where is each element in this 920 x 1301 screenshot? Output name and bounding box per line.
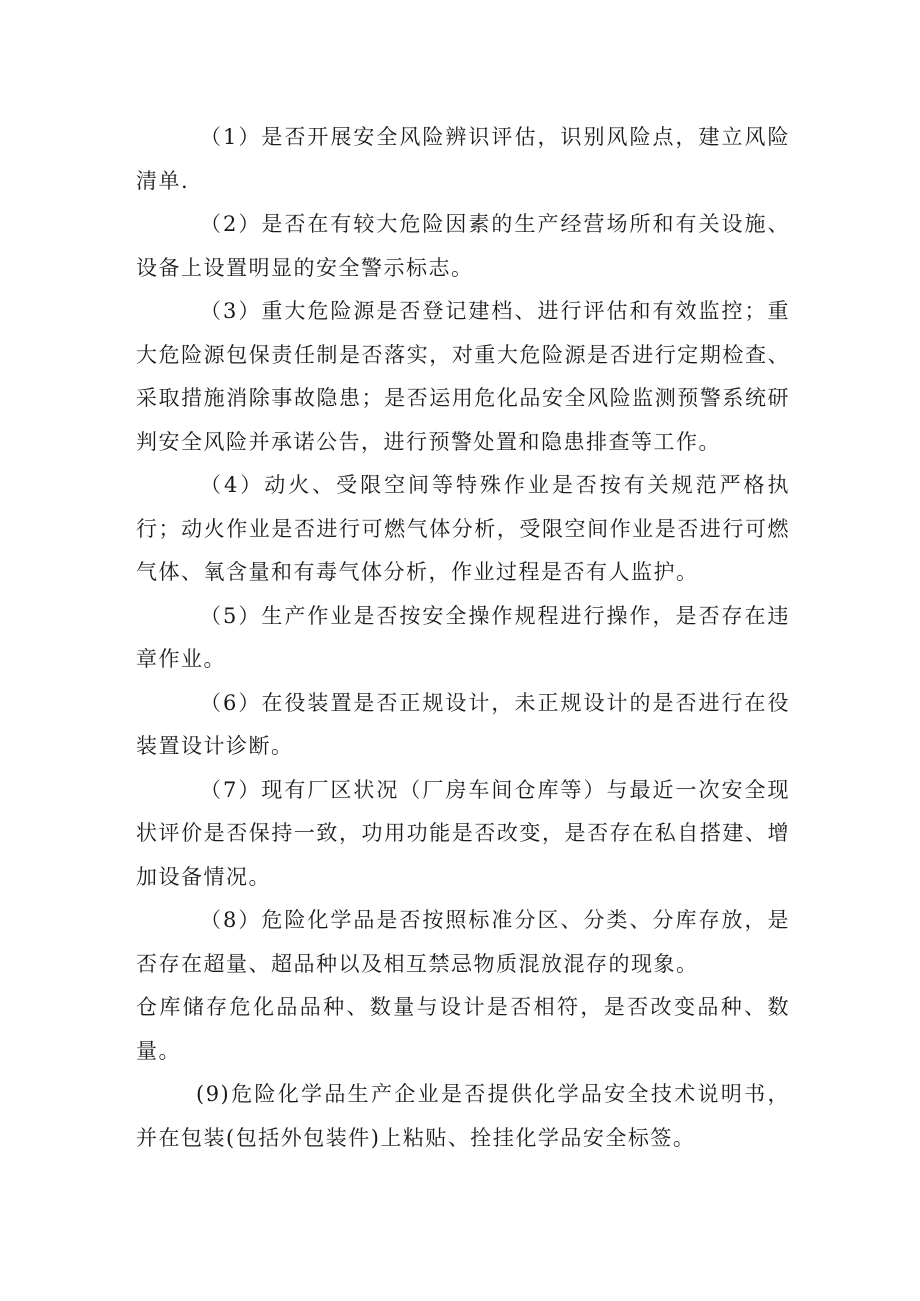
paragraph-7: （7）现有厂区状况（厂房车间仓库等）与最近一次安全现状评价是否保持一致，功用功能是否改变，是否存在私自搭建、增加设备情况。 <box>136 777 790 889</box>
document-body <box>136 116 790 1160</box>
paragraph-5: （5）生产作业是否按安全操作规程进行操作，是否存在违章作业。 <box>136 603 790 671</box>
paragraph-6: （6）在役装置是否正规设计，未正规设计的是否进行在役装置设计诊断。 <box>136 690 790 758</box>
paragraph-1: （1）是否开展安全风险辨识评估，识别风险点，建立风险清单. <box>136 125 790 193</box>
paragraph-3: （3）重大危险源是否登记建档、进行评估和有效监控；重大危险源包保责任制是否落实，对重大危险源是否进行定期检查、采取措施消除事故隐患；是否运用危化品安全风险监测预警系统研判安全风险并承诺公告，进行预警处置和隐患排查等工作。 <box>136 299 790 454</box>
paragraph-2: （2）是否在有较大危险因素的生产经营场所和有关设施、设备上设置明显的安全警示标志。 <box>136 212 790 280</box>
paragraph-8-continuation: 仓库储存危化品品种、数量与设计是否相符，是否改变品种、数量。 <box>136 995 790 1063</box>
paragraph-4: （4）动火、受限空间等特殊作业是否按有关规范严格执行；动火作业是否进行可燃气体分析，受限空间作业是否进行可燃气体、氧含量和有毒气体分析，作业过程是否有人监护。 <box>136 473 790 584</box>
paragraph-8: （8）危险化学品是否按照标准分区、分类、分库存放，是否存在超量、超品种以及相互禁忌物质混放混存的现象。 <box>136 908 790 976</box>
paragraph-9: (9)危险化学品生产企业是否提供化学品安全技术说明书，并在包装(包括外包装件)上粘贴、拴挂化学品安全标签。 <box>136 1082 790 1150</box>
